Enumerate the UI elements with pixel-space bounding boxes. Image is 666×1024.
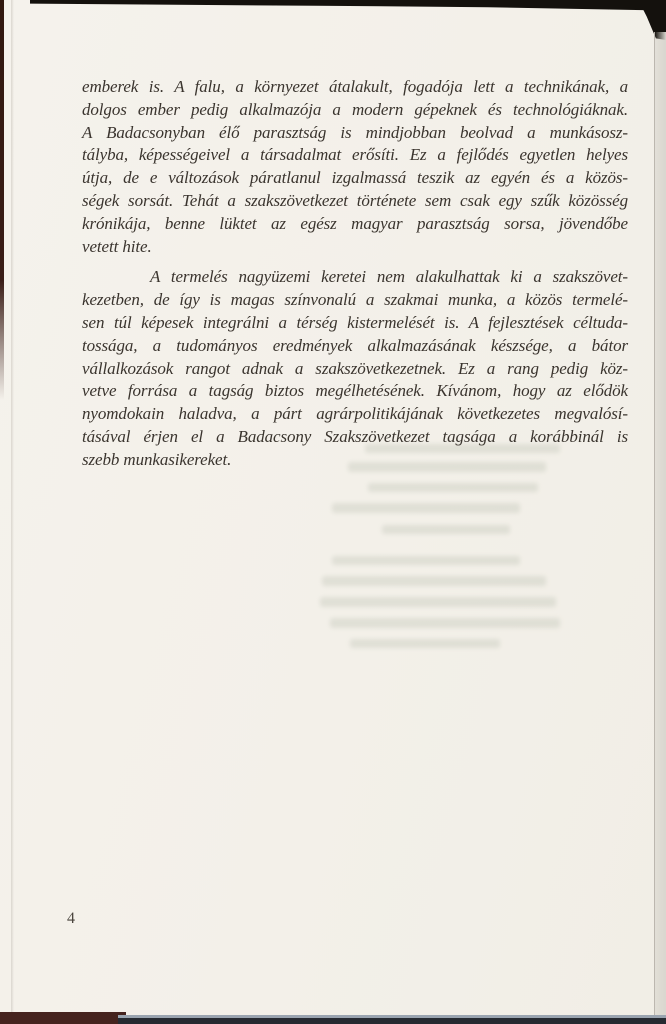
- page-fold-line: [11, 0, 14, 1024]
- text-line: emberek is. A falu, a környezet átalakult, fogadója lett a technikának, a: [82, 77, 628, 96]
- text-line: sen túl képesek integrálni a térség kistermelését is. A fejlesztések céltuda-: [82, 312, 628, 332]
- bleed-smudge: [320, 597, 556, 607]
- text-line: A termelés nagyüzemi keretei nem alakulhattak ki a szakszövet-: [150, 267, 628, 287]
- bleed-smudge: [330, 618, 560, 628]
- text-line: szebb munkasikereket.: [82, 449, 232, 469]
- text-line: vetett hite.: [82, 236, 152, 256]
- bleed-smudge: [322, 576, 546, 586]
- scan-edge-top: [30, 0, 666, 12]
- text-line: kezetben, de így is magas színvonalú a szakmai munka, a közös termelé-: [82, 290, 628, 310]
- text-line: útja, de e változások páratlanul izgalmassá teszik az egyén és a közös-: [82, 168, 628, 188]
- text-line: tossága, a tudományos eredmények alkalmazásának készsége, a bátor: [82, 335, 628, 355]
- text-line: vállalkozások rangot adnak a szakszövetkezetnek. Ez a rang pedig köz-: [82, 358, 628, 378]
- text-line: krónikája, benne lüktet az egész magyar parasztság sorsa, jövendőbe: [82, 213, 628, 233]
- paragraph: [82, 266, 628, 471]
- page-edge-right: [654, 32, 666, 1024]
- bleed-smudge: [368, 483, 538, 492]
- binding-edge-left: [0, 0, 4, 400]
- bleed-smudge: [332, 503, 520, 513]
- text-line: ségek sorsát. Tehát a szakszövetkezet története sem csak egy szűk közösség: [82, 190, 628, 210]
- page-number: 4: [67, 910, 75, 927]
- bleed-smudge: [348, 462, 546, 472]
- scan-edge-bottom: [118, 1018, 666, 1024]
- text-line: A Badacsonyban élő parasztság is mindjobban beolvad a munkásosz-: [82, 122, 628, 142]
- text-line: nyomdokain haladva, a párt agrárpolitikájának következetes megvalósí-: [82, 404, 628, 424]
- bleed-smudge: [365, 444, 560, 453]
- paragraph: [82, 76, 628, 258]
- bleed-smudge: [350, 639, 500, 648]
- bleed-smudge: [332, 556, 520, 565]
- scan-edge-bottom-left: [0, 1012, 126, 1024]
- bleed-smudge: [382, 525, 510, 534]
- text-line: tályba, képességeivel a társadalmat erősíti. Ez a fejlődés egyetlen helyes: [82, 145, 628, 165]
- body-text: [82, 76, 628, 472]
- text-line: vetve forrása a tagság biztos megélhetésének. Kívánom, hogy az elődök: [82, 381, 628, 401]
- text-line: dolgos ember pedig alkalmazója a modern gépeknek és technológiáknak.: [82, 99, 628, 119]
- text-line: tásával érjen el a Badacsony Szakszövetkezet tagsága a korábbinál is: [82, 426, 628, 446]
